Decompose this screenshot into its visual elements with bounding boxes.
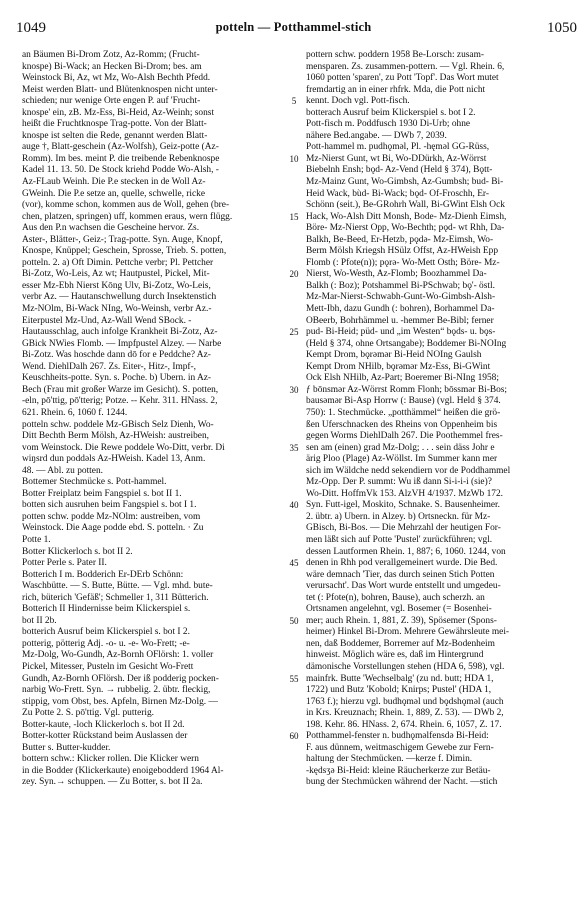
text-line: Pott-fisch m. Poddfusch 1930 Di-Urb; ohne xyxy=(306,119,471,130)
text-line: Gundh, Az-Bornh OFlörsh. Der iß podderig pocken- xyxy=(22,673,219,684)
text-line: potten schw. podde Mz-NOlm: austreiben, vom xyxy=(22,511,201,522)
text-line: wiŋsrd dun poddəls Az-HWeish. Kadel 13, Anm. xyxy=(22,454,206,465)
text-line: Pott-hammel m. pudhǫmǝl, Pl. -hęmǝl GG-Rüss, xyxy=(306,142,490,153)
text-line: heißt die Fruchtknospe Trag-potte. Von der Blatt- xyxy=(22,119,207,130)
text-line: Botter-kotter Rückstand beim Auslassen der xyxy=(22,731,188,742)
text-line: Az-FLaub Weinh. Die P.e stecken in de Woll Az- xyxy=(22,177,206,188)
text-line: ßen Uferschnacken des Rheins von Oppenheim bis xyxy=(306,419,498,430)
text-line: heimer) Hinkel Bi-Drom. Mehrere Gewährsleute mei- xyxy=(306,627,510,638)
text-line: rich, büterich 'Gefäß'; Schmeller 1, 311 Bütterich. xyxy=(22,592,209,603)
text-line: (vor), komme schon, kommen aus de Woll, gehen (bre- xyxy=(22,200,230,211)
text-line: chen, platzen, springen) uff, kommen eraus, wern flügg. xyxy=(22,211,233,222)
text-line: Hack, Wo-Alsh Ditt Monsh, Bode- Mz-Dienh Eimsh, xyxy=(306,211,507,222)
text-line: 1060 potten 'sparen', zu Pott 'Topf'. Das Wort mutet xyxy=(306,73,499,84)
text-line: auge †, Blatt-geschein (Az-Wolfsh), Geiz-potte (Az- xyxy=(22,142,219,153)
text-line: Keuschheits-potte. Syn. s. Poche. b) Übern. in Az- xyxy=(22,373,212,384)
text-line: Botter Freiplatz beim Fangspiel s. bot II 1. xyxy=(22,488,182,499)
text-line: Wend. DiehlDalh 267. Zs. Eiter-, Hitz-, Impf-, xyxy=(22,361,197,372)
text-line: Flomb (: Pfote(n)); pǫrǝ- Wo-Mett Osth; Böre- Mz- xyxy=(306,257,500,268)
text-line: denen in Rhh pod verallgemeinert wurde. Die Bed. xyxy=(306,558,498,569)
text-line: 1763 f.); hierzu vgl. budhǫmǝl und bǫdshǫmǝl (auch xyxy=(306,696,504,707)
text-line: Nierst, Wo-Westh, Az-Flomb; Boozhammel Da- xyxy=(306,269,487,280)
text-line: 621. Rhein. 6, 1060 f. 1244. xyxy=(22,407,128,418)
text-line: mainfrk. Butte 'Wechselbalg' (zu nd. butt; HDA 1, xyxy=(306,673,494,684)
line-number: 30 xyxy=(289,384,299,395)
text-line: Ditt Bechth Berm Mölsh, Az-HWeish: austreiben, xyxy=(22,431,209,442)
right-page-number: 1050 xyxy=(547,20,577,36)
text-line: zey. Syn.→ schuppen. — Zu Botter, s. bot II 2a. xyxy=(22,777,203,788)
text-line: hinweist. Möglich wäre es, daß im Hintergrund xyxy=(306,650,484,661)
text-line: Mz-Nierst Gunt, wt Bi, Wo-DDürkh, Az-Wörrst xyxy=(306,153,487,164)
text-line: Mz-NOlm, Bi-Wack NIng, Wo-Weinsh, verbr Az.- xyxy=(22,304,212,315)
text-line: bung der Stechmücken während der Nacht. —stich xyxy=(306,777,498,788)
text-line: Mz-Mar-Nierst-Schwabh-Gunt-Wo-Gimbsh-Alsh- xyxy=(306,292,496,303)
text-line: verursacht'. Das Wort wurde entstellt und umgedeu- xyxy=(306,581,501,592)
text-line: Aus den P.n wachsen die Gescheine hervor. Zs. xyxy=(22,223,200,234)
text-line: knospe) Bi-Wack; an Hecken Bi-Drom; bes. am xyxy=(22,61,202,72)
text-line: Mz-Mainz Gunt, Wo-Gimbsh, Az-Gumbsh; bud- Bi- xyxy=(306,177,504,188)
text-line: potteln schw. poddele Mz-GBisch Selz Dienh, Wo- xyxy=(22,419,214,430)
text-line: Kempt Drom NHilb, bǫrǝmǝr Mz-Ess, Bi-GWint xyxy=(306,361,491,372)
text-line: GBick NWies Flomb. — Impfpustel Alzey. — Narbe xyxy=(22,338,222,349)
text-line: wäre demnach 'Tier, das durch seinen Stich Potten xyxy=(306,569,495,580)
text-line: Berm Mölsh Kriegsh HSülz Offst, Az-HWeish Epp xyxy=(306,246,499,257)
text-line: bot II 2b. xyxy=(22,615,57,626)
text-line: Äster-, Blätter-, Geiz-; Trag-potte. Syn. Auge, Knopf, xyxy=(22,234,223,245)
running-title: potteln — Potthammel-stich xyxy=(215,20,372,34)
line-number: 45 xyxy=(289,558,299,569)
line-number: 25 xyxy=(289,327,299,338)
line-number: 5 xyxy=(291,96,297,107)
text-line: Botterich I m. Bodderich Er-DErb Schönn: xyxy=(22,569,184,580)
text-line: Böre- Mz-Nierst Opp, Wo-Bechth; pǫd- wt Rhh, Da- xyxy=(306,223,505,234)
text-line: 198. Kehr. 86. HNass. 2, 674. Rhein. 6, 1057, Z. 17. xyxy=(306,719,502,730)
text-line: Wo-Ditt. HoffmVk 153. AlzVH 4/1937. MzWb 172. xyxy=(306,488,503,499)
text-line: kennt. Doch vgl. Pott-fisch. xyxy=(306,96,410,107)
text-line: Potte 1. xyxy=(22,534,51,545)
text-line: Bi-Zotz. Was hoschde dann dō for e Peddche? Az- xyxy=(22,350,211,361)
text-line: gegen Worms DiehlDalh 267. Die Poothemmel fres- xyxy=(306,431,503,442)
line-number: 40 xyxy=(289,500,299,511)
text-line: Ock Elsh NHilb, Az-Part; Boeremer Bi-NIng 1958; xyxy=(306,373,499,384)
text-line: Bech (Frau mit großer Warze im Gesicht). S. potten, xyxy=(22,384,219,395)
text-line: Eiterpustel Mz-Und, Az-Wall Wend SBock. - xyxy=(22,315,192,326)
text-line: stippig, vom Obst, bes. Äpfeln, Birnen Mz-Dolg. — xyxy=(22,696,218,707)
left-page-number: 1049 xyxy=(16,20,46,36)
text-line: an Bäumen Bi-Drom Zotz, Az-Romm; (Frucht- xyxy=(22,50,200,60)
text-line: Ortsnamen angelehnt, vgl. Bosemer (= Bosenhei- xyxy=(306,604,492,615)
text-line: Kadel 11. 13. 50. De Stock kriehd Podde Wo-Alsh, - xyxy=(22,165,219,176)
line-number: 55 xyxy=(289,673,299,684)
text-line: GWeinh. Die P.e setze an, quelle, schwelle, ricke xyxy=(22,188,206,199)
line-number: 15 xyxy=(289,211,299,222)
text-line: botterach Ausruf beim Klickerspiel s. bot I 2. xyxy=(306,107,476,118)
text-line: dessen Lautformen Rhein. 1, 887; 6, 1060. 1244, von xyxy=(306,546,506,557)
text-line: bottern schw.: Klicker rollen. Die Klicker wern xyxy=(22,754,199,765)
text-line: vom Weinstock. Die Rewe poddele Wo-Ditt, verbr. Di xyxy=(22,442,225,453)
text-line: esser Mz-Ebh Nierst Kōng Ülv, Bi-Zotz, Wo-Leis, xyxy=(22,280,211,291)
text-line: knospe' ein, zB. Mz-Ess, Bi-Heid, Az-Weinh; sonst xyxy=(22,107,215,118)
text-line: Zu Potte 2. S. pō'ttig. Vgl. putterig. xyxy=(22,708,154,719)
text-line: Syn. Futt-igel, Moskito, Schnake. S. Bausenheimer. xyxy=(306,500,500,511)
text-line: bausǝmǝr Bi-Asp Horrw (: Bause) (vgl. Held § 374. xyxy=(306,396,501,407)
text-line: Potter Perle s. Pater II. xyxy=(22,558,107,569)
text-line: Knospe, Knüppel; Geschein, Sprosse, Trieb. S. potten, xyxy=(22,246,227,257)
text-line: haltung der Stechmücken. —kerze f. Dimin. xyxy=(306,754,473,765)
text-line: Mett-Ibh, dazu Gundh (: bohren), Borhammel Da- xyxy=(306,304,495,315)
text-line: sich im Wäldche nedd sekendiern vor de Poddhammel xyxy=(306,465,511,476)
text-line: pud- Bi-Heid; püd- und „im Westen“ bǫds- u. bǫs- xyxy=(306,327,496,338)
line-number: 20 xyxy=(289,269,299,280)
line-number: 10 xyxy=(289,153,299,164)
text-line: -eln, pō'ttig, pō'tterig; Potze. -- Kehr. 311. HNass. 2, xyxy=(22,396,218,407)
text-line: Mz-Opp. Der P. summt: Wu iß dann Si-i-i-i (sie)? xyxy=(306,477,492,488)
text-line: Meist werden Blatt- und Blütenknospen nicht unter- xyxy=(22,84,218,95)
page-header xyxy=(0,20,587,38)
text-line: Botterich II Hindernisse beim Klickerspiel s. xyxy=(22,604,191,615)
text-line: dämonische Vorstellungen stehen (HDA 6, 598), vgl. xyxy=(306,661,505,672)
text-line: 750): 1. Stechmücke. „potthämmel“ heißen die grö- xyxy=(306,407,501,418)
text-line: potteln. 2. a) Oft Dimin. Pettche verbr; Pl. Pettcher xyxy=(22,257,214,268)
text-line: nen, daß Boddemer, Borremer auf Mz-Bodenheim xyxy=(306,638,495,649)
text-line: Schönn (seit.), Be-GRohrh Wall, Bi-GWint Elsh Ock xyxy=(306,200,505,211)
text-line: Hautausschlag, auch infolge Krankheit Bi-Zotz, Az- xyxy=(22,327,218,338)
line-number: 35 xyxy=(289,442,299,453)
text-line: tet (: Pfote(n), bohren, Bause), auch scherzh. an xyxy=(306,592,485,603)
text-line: -kędsʒǝ Bi-Heid: kleine Räucherkerze zur Betäu- xyxy=(306,765,491,776)
text-line: Weinstock. Die Aage podde ebd. S. potteln. · Zu xyxy=(22,523,204,534)
text-line: Mz-Dolg, Wo-Gundh, Az-Bornh OFlörsh: 1. voller xyxy=(22,650,214,661)
text-line: Bi-Zotz, Wo-Leis, Az wt; Hautpustel, Pickel, Mit- xyxy=(22,269,210,280)
text-line: knospe ist selten die Rede, genannt werden Blatt- xyxy=(22,130,208,141)
left-column xyxy=(22,50,284,789)
line-number: 60 xyxy=(289,731,299,742)
text-line: GBisch, Bi-Bos. — Die Mehrzahl der heutigen For- xyxy=(306,523,501,534)
text-line: Botter Klickerloch s. bot II 2. xyxy=(22,546,133,557)
text-line: Heid Wack, bùd- Bi-Wack; bǫd- Of-Froschh, Er- xyxy=(306,188,489,199)
right-column xyxy=(306,50,568,789)
text-line: Botter-kaute, -loch Klickerloch s. bot II 2d. xyxy=(22,719,185,730)
text-line: ƒ bōnsmǝr Az-Wörrst Romm Flonh; bōssmǝr Bi-Bos; xyxy=(306,384,508,395)
text-line: men läßt sich auf Potte 'Pustel' zurückführen; vgl. xyxy=(306,534,493,545)
text-line: 1722) und Butz 'Kobold; Knirps; Pustel' (HDA 1, xyxy=(306,685,492,696)
text-line: OBeerb, Bohrhämmel u. -hemmer Be-Bibl; ferner xyxy=(306,315,494,326)
text-line: Kempt Drom, bǫrǝmǝr Bi-Heid NOIng Gaulsh xyxy=(306,350,482,361)
text-line: Potthammel-fenster n. budhǫmǝlfensdǝ Bi-Heid: xyxy=(306,731,489,742)
text-line: botten sich ausruhen beim Fangspiel s. bot I 1. xyxy=(22,500,197,511)
text-line: Balkh, Be-Beed, Er-Hetzb, pǫdǝ- Mz-Eimsh, Wo- xyxy=(306,234,494,245)
text-line: mer; auch Rhein. 1, 881, Z. 39), Spösemer (Spons- xyxy=(306,615,497,626)
text-line: Romm). Im bes. meint P. die treibende Rebenknospe xyxy=(22,153,220,164)
text-line: pottern schw. poddern 1958 Be-Lorsch: zusam- xyxy=(306,50,484,60)
text-line: fremdartig an in einer rhfrk. Mda, die Pott nicht xyxy=(306,84,486,95)
text-line: ärig Ploo (Plage) Az-Wöllst. Im Summer kann mer xyxy=(306,454,498,465)
text-line: (Held § 374, ohne Ortsangabe); Boddemer Bi-NOIng xyxy=(306,338,507,349)
text-line: Pickel, Mitesser, Pusteln im Gesicht Wo-Frett xyxy=(22,661,194,672)
text-line: Waschbütte. — S. Butte, Bütte. — Vgl. mhd. bute- xyxy=(22,581,213,592)
text-line: 48. — Abl. zu potten. xyxy=(22,465,103,476)
text-line: nähere Bed.angabe. — DWb 7, 2039. xyxy=(306,130,447,141)
text-line: Balkh (: Boz); Potshammel Bi-PSchwab; bǫ'- östl. xyxy=(306,280,495,291)
text-line: narbig Wo-Frett. Syn. → rubbelig. 2. übtr. fleckig, xyxy=(22,685,211,696)
text-line: in Krs. Kreuznach; Rhein. 1, 889, Z. 53). — DWb 2, xyxy=(306,708,504,719)
text-line: verbr Az. — Hautanschwellung durch Insektenstich xyxy=(22,292,217,303)
text-line: F. aus dünnem, weitmaschigem Gewebe zur Fern- xyxy=(306,742,494,753)
text-line: mensparen. Zs. zusammen-pottern. — Vgl. Rhein. 6, xyxy=(306,61,505,72)
text-line: Biebelnh Ensh; bǫd- Az-Vend (Held § 374), Bǫtt- xyxy=(306,165,493,176)
text-line: Weinstock Bi, Az, wt Mz, Wo-Alsh Bechth Pfedd. xyxy=(22,73,211,84)
text-line: Bottemer Stechmücke s. Pott-hammel. xyxy=(22,477,167,488)
text-line: in die Bodder (Klickerkaute) enoigebodderd 1964 Al- xyxy=(22,765,224,776)
text-line: schieden; nur wenige Orte engen P. auf 'Frucht- xyxy=(22,96,201,107)
text-line: potterig, pötterig Adj. -o- u. -e- Wo-Frett; -e- xyxy=(22,638,190,649)
text-line: Butter s. Butter-kudder. xyxy=(22,742,111,753)
line-number: 50 xyxy=(289,615,299,626)
text-line: 2. übtr. a) Übern. in Alzey. b) Ortsneckn. für Mz- xyxy=(306,511,491,522)
text-line: sen am (einen) grad Mz-Dolg; . . . sein däss Johr e xyxy=(306,442,495,453)
text-line: botterich Ausruf beim Klickerspiel s. bot I 2. xyxy=(22,627,190,638)
